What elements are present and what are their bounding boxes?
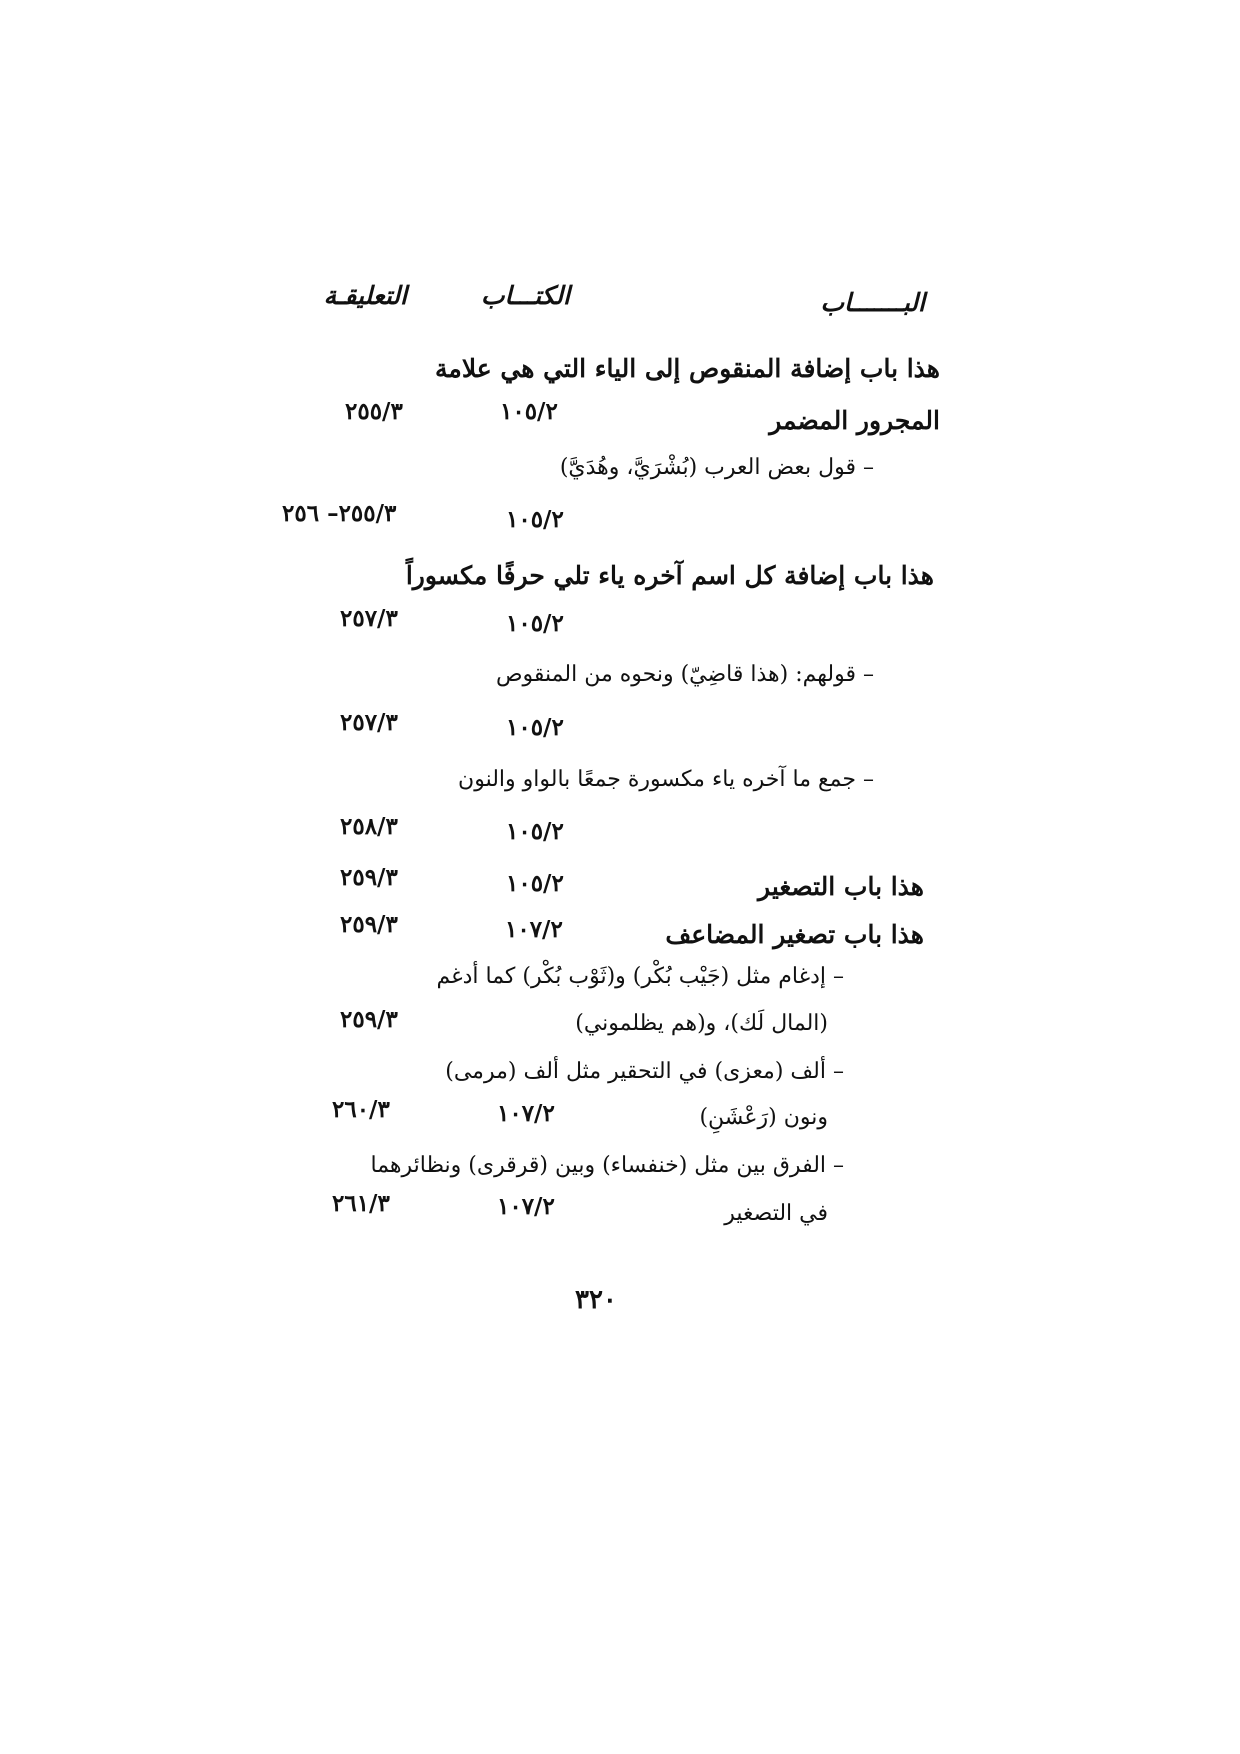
- kitab-ref: ١٠٧/٢: [497, 1193, 555, 1220]
- kitab-ref: ١٠٥/٢: [506, 610, 564, 637]
- chapter-title: هذا باب تصغير المضاعف: [665, 920, 924, 949]
- chapter-title: هذا باب إضافة كل اسم آخره ياء تلي حرفًا مكسوراً: [405, 561, 934, 590]
- sub-item-continued: (المال لَك)، و(هم يظلموني): [575, 1011, 828, 1036]
- taliqa-ref: ٢٥٥/٣– ٢٥٦: [282, 500, 397, 527]
- taliqa-ref: ٢٦٠/٣: [332, 1096, 390, 1123]
- taliqa-ref: ٢٥٩/٣: [340, 1006, 398, 1033]
- sub-item-continued: ونون (رَعْشَنِ): [699, 1105, 828, 1130]
- chapter-title: هذا باب التصغير: [758, 872, 924, 901]
- sub-item: – قولهم: (هذا قاضِيّ) ونحوه من المنقوص: [495, 662, 874, 687]
- taliqa-ref: ٢٥٧/٣: [340, 709, 398, 736]
- kitab-ref: ١٠٥/٢: [506, 714, 564, 741]
- kitab-ref: ١٠٧/٢: [505, 916, 563, 943]
- sub-item: – قول بعض العرب (بُشْرَيَّ، وهُدَيَّ): [559, 455, 874, 480]
- taliqa-ref: ٢٦١/٣: [332, 1190, 390, 1217]
- sub-item: – الفرق بين مثل (خنفساء) وبين (قرقرى) ونظائرهما: [370, 1153, 844, 1178]
- column-header-taliqa: التعليقـة: [323, 281, 407, 310]
- page-number: ٣٢٠: [575, 1285, 617, 1315]
- sub-item: – جمع ما آخره ياء مكسورة جمعًا بالواو والنون: [458, 767, 874, 792]
- taliqa-ref: ٢٥٧/٣: [340, 605, 398, 632]
- kitab-ref: ١٠٥/٢: [500, 398, 558, 425]
- taliqa-ref: ٢٥٩/٣: [340, 864, 398, 891]
- sub-item: – إدغام مثل (جَيْب بُكْر) و(ثَوْب بُكْر) كما أدغم: [436, 964, 844, 989]
- kitab-ref: ١٠٧/٢: [497, 1100, 555, 1127]
- taliqa-ref: ٢٥٥/٣: [345, 398, 403, 425]
- kitab-ref: ١٠٥/٢: [506, 870, 564, 897]
- kitab-ref: ١٠٥/٢: [506, 506, 564, 533]
- sub-item: – ألف (معزى) في التحقير مثل ألف (مرمى): [445, 1059, 844, 1084]
- column-header-kitab: الكتـــاب: [480, 281, 570, 310]
- chapter-title: هذا باب إضافة المنقوص إلى الياء التي هي علامة: [435, 354, 940, 383]
- chapter-title-continued: المجرور المضمر: [769, 406, 940, 435]
- taliqa-ref: ٢٥٨/٣: [340, 813, 398, 840]
- column-header-bab: البـــــــاب: [820, 288, 925, 317]
- kitab-ref: ١٠٥/٢: [506, 818, 564, 845]
- sub-item-continued: في التصغير: [724, 1201, 828, 1226]
- taliqa-ref: ٢٥٩/٣: [340, 911, 398, 938]
